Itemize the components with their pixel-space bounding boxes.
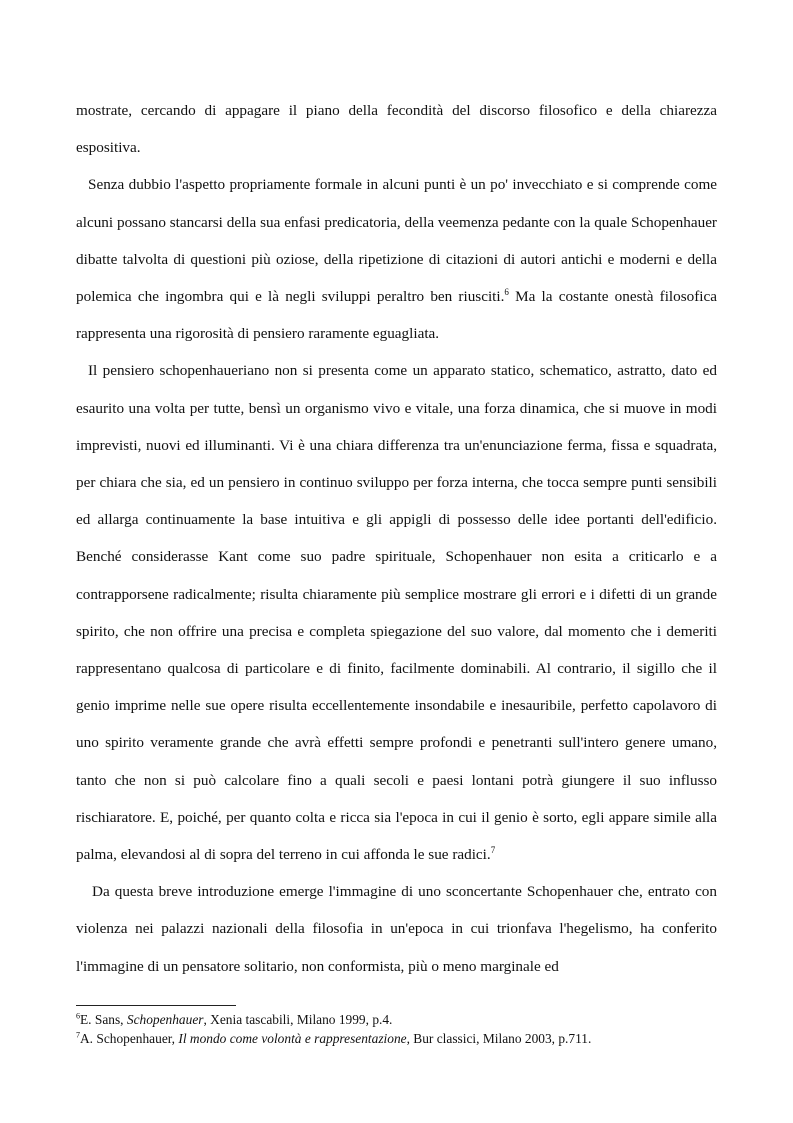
footnote-ref-6[interactable]: 6 (504, 286, 509, 297)
paragraph-2 (76, 166, 717, 352)
footnote-ref-7[interactable]: 7 (490, 845, 496, 855)
footnotes (76, 1010, 717, 1048)
paragraph-2-text-b: Ma la costante onestà filosofica rappresenta una rigorosità di pensiero raramente eguagliata. (76, 288, 717, 343)
footnote-6-rest: , Xenia tascabili, Milano 1999, p.4. (203, 1012, 393, 1027)
paragraph-4 (76, 873, 717, 985)
paragraph-3 (76, 352, 717, 873)
footnote-7-mark: 7 (76, 1030, 80, 1040)
paragraph-4-text: Da questa breve introduzione emerge l'immagine di uno sconcertante Schopenhauer che, entrato con violenza nei palazzi nazionali della filosofia in un'epoca in cui trionfava l'hegelismo, ha conferito l'immagine di un pensatore solitario, non conformista, più o meno marginale ed (76, 883, 717, 975)
footnote-7-rest: , Bur classici, Milano 2003, p.711. (406, 1031, 592, 1046)
footnote-6-title: Schopenhauer (126, 1012, 204, 1027)
page-body (76, 92, 717, 985)
footnote-7-author: A. Schopenhauer, (80, 1031, 179, 1046)
paragraph-1 (76, 92, 717, 166)
paragraph-1-text: mostrate, cercando di appagare il piano della fecondità del discorso filosofico e della chiarezza espositiva. (76, 102, 717, 157)
footnote-7 (76, 1029, 717, 1048)
footnote-6 (76, 1010, 717, 1029)
footnote-divider (76, 1005, 236, 1006)
footnote-7-title: Il mondo come volontà e rappresentazione (178, 1031, 407, 1046)
footnote-6-author: E. Sans, (80, 1012, 127, 1027)
paragraph-3-text: Il pensiero schopenhaueriano non si presenta come un apparato statico, schematico, astratto, dato ed esaurito una volta per tutte, bensì un organismo vivo e vitale, una forza dinamica, che si muove in modi imprevisti, nuovi ed illuminanti. Vi è una chiara differenza tra un'enunciazione ferma, fissa e squadrata, per chiara che sia, ed un pensiero in continuo sviluppo per forza interna, che tocca sempre punti sensibili ed allarga continuamente la base intuitiva e gli appigli di possesso delle idee portanti dell'edificio. Benché considerasse Kant come suo padre spirituale, Schopenhauer non esita a criticarlo e a contrapporsene radicalmente; risulta chiaramente più semplice mostrare gli errori e i difetti di un grande spirito, che non offrire una precisa e completa spiegazione del suo valore, dal momento che i demeriti rappresentano qualcosa di particolare e di finito, facilmente dominabili. Al contrario, il sigillo che il genio imprime nelle sue opere risulta eccellentemente insondabile e inesauribile, perfetto capolavoro di uno spirito veramente grande che avrà effetti sempre profondi e penetranti sull'intero genere umano, tanto che non si può calcolare fino a quali secoli e paesi lontani potrà giungere il suo influsso rischiaratore. E, poiché, per quanto colta e ricca sia l'epoca in cui il genio è sorto, egli appare simile alla palma, elevandosi al di sopra del terreno in cui affonda le sue radici. (76, 362, 717, 864)
paragraph-2-text-a: Senza dubbio l'aspetto propriamente formale in alcuni punti è un po' invecchiato e si comprende come alcuni possano stancarsi della sua enfasi predicatoria, della veemenza pedante con la quale Schopenhauer dibatte talvolta di questioni più oziose, della ripetizione di citazioni di autori antichi e moderni e della polemica che ingombra qui e là negli sviluppi peraltro ben riusciti. (76, 176, 717, 306)
footnote-6-mark: 6 (76, 1011, 80, 1021)
